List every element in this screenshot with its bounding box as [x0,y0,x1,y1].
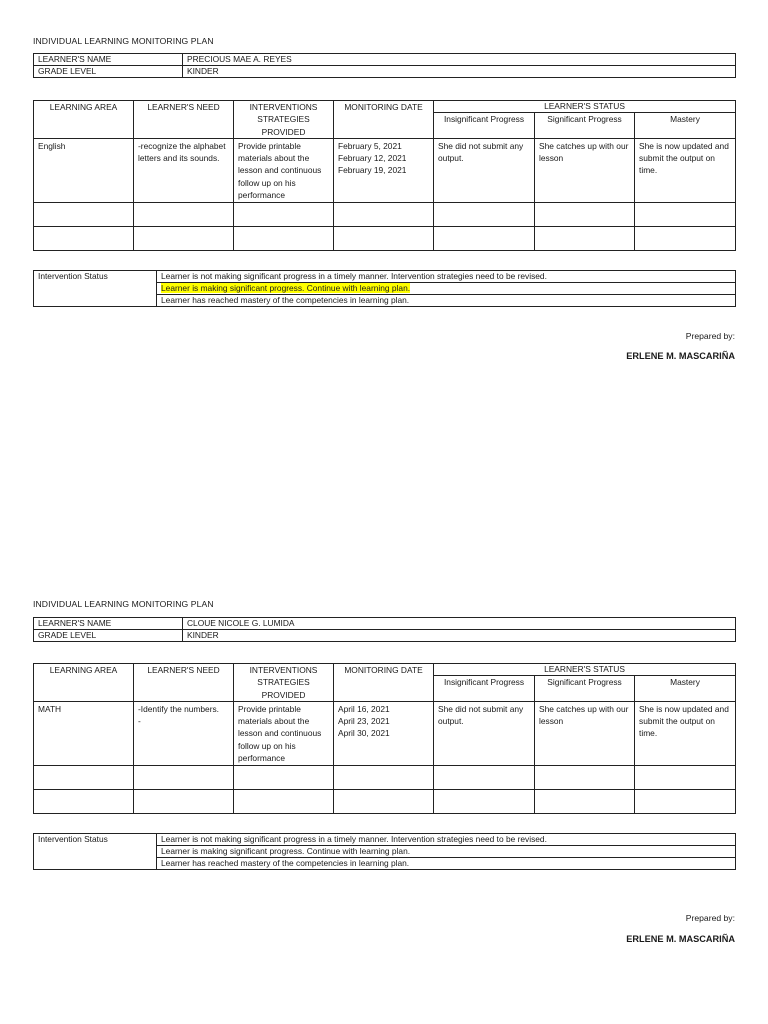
status-option-revise: Learner is not making significant progress in a timely manner. Intervention strategies need to be revised. [157,834,736,846]
cell-mastery: She is now updated and submit the output on time. [635,138,736,202]
learner-name-row [34,618,736,630]
cell-mastery: She is now updated and submit the output on time. [635,701,736,765]
learner-name-label: LEARNER'S NAME [34,618,183,630]
grade-level-label: GRADE LEVEL [34,630,183,642]
cell-insignificant-progress: She did not submit any output. [434,138,535,202]
header-insignificant-progress: Insignificant Progress [434,676,535,702]
intervention-status-label: Intervention Status [34,271,157,307]
cell-interventions: Provide printable materials about the lesson and continuous follow up on his performance [234,138,334,202]
empty-row [34,790,736,814]
status-option-mastery: Learner has reached mastery of the competencies in learning plan. [157,295,736,307]
header-mastery: Mastery [635,113,736,139]
status-option-significant [157,283,736,295]
header-interventions: INTERVENTIONS STRATEGIES PROVIDED [234,101,334,139]
empty-row [34,766,736,790]
intervention-status-table [33,270,736,307]
header-monitoring-date: MONITORING DATE [334,664,434,702]
learner-name-value: CLOUE NICOLE G. LUMIDA [183,618,736,630]
cell-monitoring-date: April 16, 2021 April 23, 2021 April 30, 2021 [334,701,434,765]
empty-row [34,203,736,227]
grade-level-label: GRADE LEVEL [34,66,183,78]
learner-name-label: LEARNER'S NAME [34,54,183,66]
header-significant-progress: Significant Progress [535,676,635,702]
header-significant-progress: Significant Progress [535,113,635,139]
intervention-status-label: Intervention Status [34,834,157,870]
header-learners-need: LEARNER'S NEED [134,101,234,139]
header-learning-area: LEARNING AREA [34,664,134,702]
empty-row [34,227,736,251]
table-row [34,138,736,202]
cell-learners-need: -Identify the numbers. - [134,701,234,765]
grade-level-value: KINDER [183,630,736,642]
header-learners-status: LEARNER'S STATUS [434,101,736,113]
cell-significant-progress: She catches up with our lesson [535,701,635,765]
grade-level-value: KINDER [183,66,736,78]
highlighted-status: Learner is making significant progress. Continue with learning plan. [161,283,411,293]
header-monitoring-date: MONITORING DATE [334,101,434,139]
status-option-mastery: Learner has reached mastery of the competencies in learning plan. [157,858,736,870]
prepared-by-label: Prepared by: [685,331,735,341]
learner-name-value: PRECIOUS MAE A. REYES [183,54,736,66]
header-learners-status: LEARNER'S STATUS [434,664,736,676]
prepared-by-label: Prepared by: [685,913,735,923]
cell-learning-area: English [34,138,134,202]
table-row [34,701,736,765]
cell-interventions: Provide printable materials about the lesson and continuous follow up on his performance [234,701,334,765]
monitoring-table [33,663,736,814]
learner-info-table [33,617,736,642]
learner-name-row [34,54,736,66]
signer-name: ERLENE M. MASCARIÑA [626,934,735,944]
cell-significant-progress: She catches up with our lesson [535,138,635,202]
status-option-significant: Learner is making significant progress. Continue with learning plan. [157,846,736,858]
grade-level-row [34,630,736,642]
cell-insignificant-progress: She did not submit any output. [434,701,535,765]
header-learners-need: LEARNER'S NEED [134,664,234,702]
cell-monitoring-date: February 5, 2021 February 12, 2021 February 19, 2021 [334,138,434,202]
cell-learning-area: MATH [34,701,134,765]
status-option-revise: Learner is not making significant progress in a timely manner. Intervention strategies need to be revised. [157,271,736,283]
header-learning-area: LEARNING AREA [34,101,134,139]
document-title: INDIVIDUAL LEARNING MONITORING PLAN [33,36,214,46]
cell-learners-need: -recognize the alphabet letters and its sounds. [134,138,234,202]
signer-name: ERLENE M. MASCARIÑA [626,351,735,361]
monitoring-table [33,100,736,251]
grade-level-row [34,66,736,78]
header-mastery: Mastery [635,676,736,702]
header-interventions: INTERVENTIONS STRATEGIES PROVIDED [234,664,334,702]
header-insignificant-progress: Insignificant Progress [434,113,535,139]
learner-info-table [33,53,736,78]
document-title: INDIVIDUAL LEARNING MONITORING PLAN [33,599,214,609]
intervention-status-table [33,833,736,870]
